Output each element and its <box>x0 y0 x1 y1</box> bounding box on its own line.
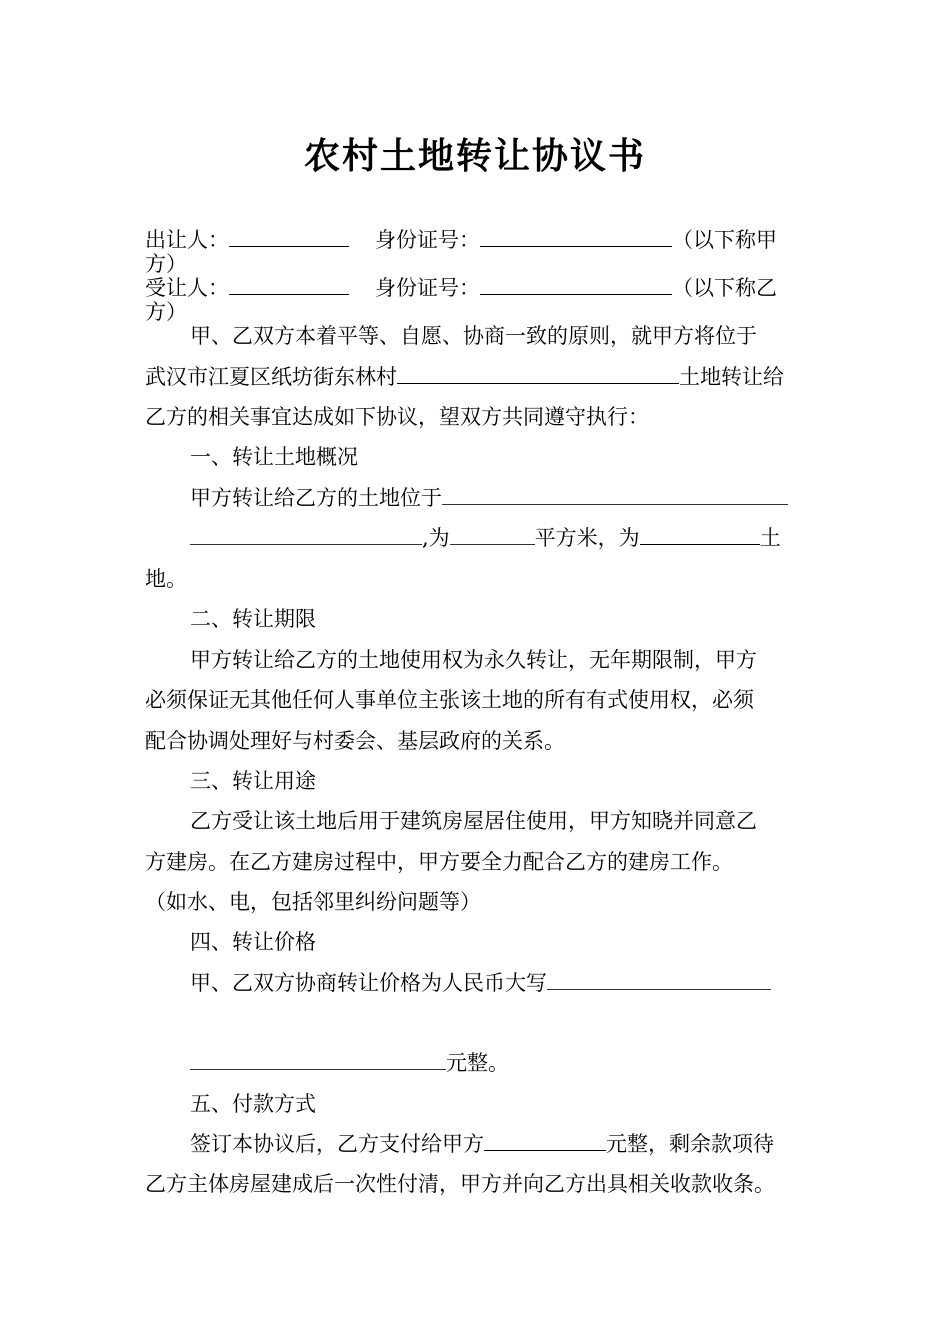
section-2-line-1: 甲方转让给乙方的土地使用权为永久转让，无年期限制，甲方 <box>190 648 757 672</box>
section-2-line-2: 必须保证无其他任何人事单位主张该土地的所有有式使用权，必须 <box>145 688 754 712</box>
land-suffix: 土 <box>759 526 781 550</box>
transferor-id-blank[interactable] <box>480 227 672 247</box>
section-3-line-3: （如水、电，包括邻里纠纷问题等） <box>145 890 481 914</box>
intro-line-3: 乙方的相关事宜达成如下协议，望双方共同遵守执行： <box>145 405 649 429</box>
section-3-heading: 三、转让用途 <box>190 769 316 793</box>
payment-label: 签订本协议后，乙方支付给甲方 <box>190 1132 484 1156</box>
intro-line-2 <box>145 364 784 390</box>
village-location-blank[interactable] <box>397 364 679 384</box>
price-in-words-blank[interactable] <box>547 970 771 990</box>
section-4-line-2 <box>190 1050 509 1076</box>
transferee-name-blank[interactable] <box>229 275 349 295</box>
section-1-line-3: 地。 <box>145 567 187 591</box>
transferee-line <box>145 275 777 301</box>
payment-suffix: 元整，剩余款项待 <box>606 1132 774 1156</box>
transferee-label: 受让人： <box>145 276 229 300</box>
area-prefix: ,为 <box>422 526 450 550</box>
land-location-blank-2[interactable] <box>190 525 422 545</box>
transferee-wrap: 方） <box>145 300 187 324</box>
intro-line-1: 甲、乙双方本着平等、自愿、协商一致的原则，就甲方将位于 <box>190 324 757 348</box>
section-4-line-1 <box>190 970 771 996</box>
section-1-line-1 <box>190 485 788 511</box>
transferor-name-blank[interactable] <box>229 227 349 247</box>
section-5-heading: 五、付款方式 <box>190 1092 316 1116</box>
area-unit: 平方米，为 <box>534 526 640 550</box>
document-title: 农村土地转让协议书 <box>303 135 646 177</box>
land-type-blank[interactable] <box>640 525 760 545</box>
section-4-heading: 四、转让价格 <box>190 930 316 954</box>
land-location-blank[interactable] <box>442 485 788 505</box>
section-2-heading: 二、转让期限 <box>190 607 316 631</box>
section-3-line-1: 乙方受让该土地后用于建筑房屋居住使用，甲方知晓并同意乙 <box>190 809 757 833</box>
down-payment-blank[interactable] <box>484 1131 606 1151</box>
transferor-wrap: 方） <box>145 252 187 276</box>
section-3-line-2: 方建房。在乙方建房过程中，甲方要全力配合乙方的建房工作。 <box>145 850 733 874</box>
intro-location: 武汉市江夏区纸坊街东林村 <box>145 365 397 389</box>
id-label-2: 身份证号： <box>375 276 480 300</box>
price-label: 甲、乙双方协商转让价格为人民币大写 <box>190 971 547 995</box>
transferor-suffix: （以下称甲 <box>672 228 777 252</box>
section-1-heading: 一、转让土地概况 <box>190 445 358 469</box>
price-amount-blank[interactable] <box>190 1050 446 1070</box>
transferee-suffix: （以下称乙 <box>672 276 777 300</box>
price-suffix: 元整。 <box>446 1051 509 1075</box>
transferor-line <box>145 227 777 253</box>
area-blank[interactable] <box>450 525 535 545</box>
land-location-label: 甲方转让给乙方的土地位于 <box>190 486 442 510</box>
section-1-line-2 <box>190 525 781 551</box>
transferee-id-blank[interactable] <box>480 275 672 295</box>
section-5-line-1 <box>190 1131 774 1157</box>
transferor-label: 出让人： <box>145 228 229 252</box>
id-label-1: 身份证号： <box>375 228 480 252</box>
section-2-line-3: 配合协调处理好与村委会、基层政府的关系。 <box>145 729 565 753</box>
section-5-line-2: 乙方主体房屋建成后一次性付清，甲方并向乙方出具相关收款收条。 <box>145 1172 775 1196</box>
intro-transfer-text: 土地转让给 <box>679 365 784 389</box>
